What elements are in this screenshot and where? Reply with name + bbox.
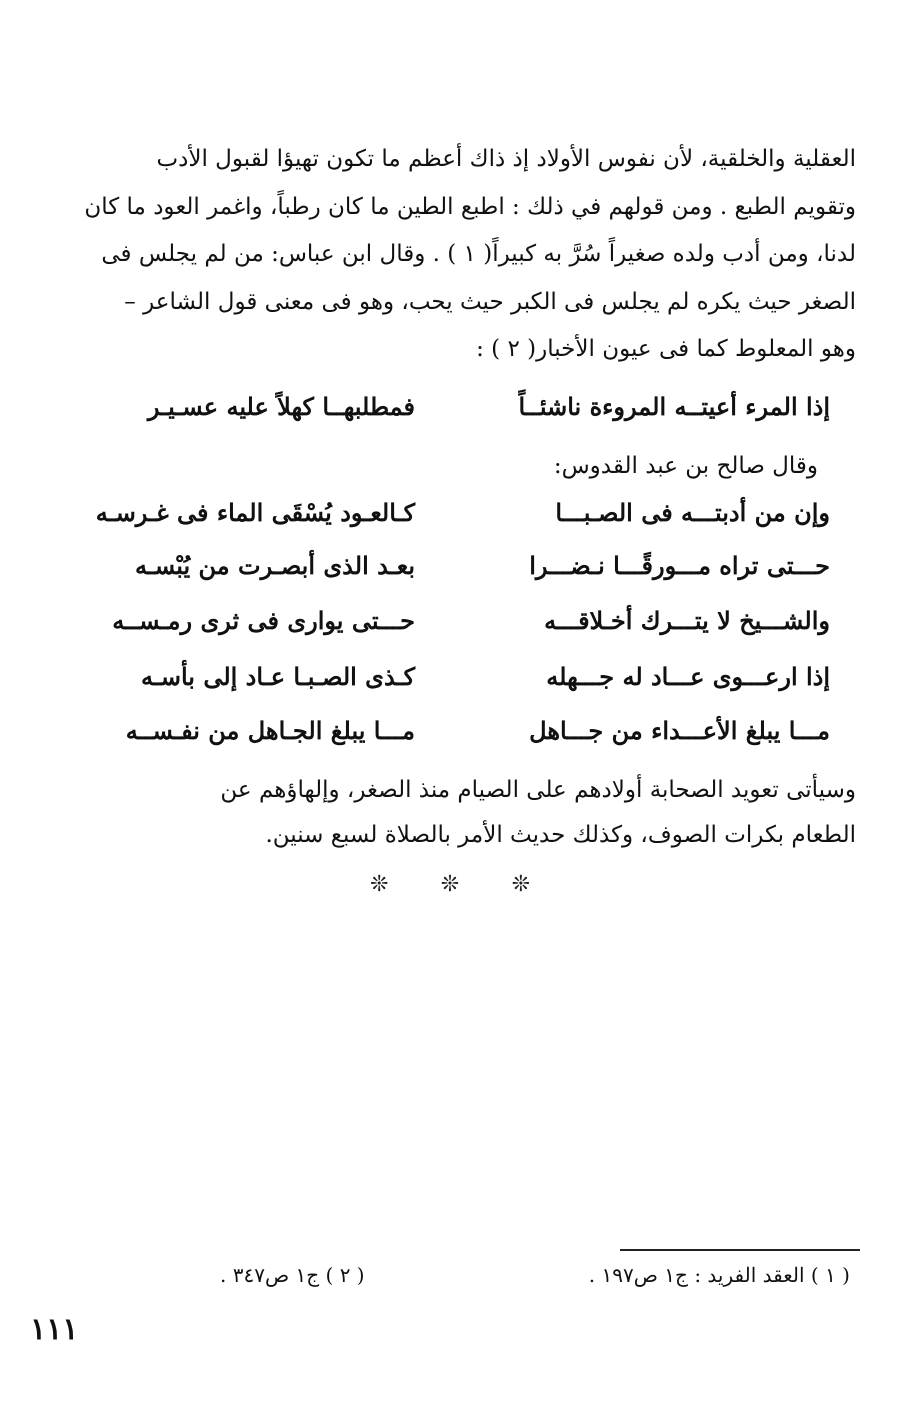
text-line: الصغر حيث يكره لم يجلس فى الكبر حيث يحب، وهو فى معنى قول الشاعر – [124,288,856,315]
text-line: وهو المعلوط كما فى عيون الأخبار( ٢ ) : [476,336,856,363]
closing-paragraph [48,768,856,858]
verse-second-hemistich: فمطلبهــا كهلاً عليه عسـيـر [147,391,415,421]
verse-first-hemistich: مـــا يبلغ الأعـــداء من جـــاهل [529,715,830,745]
text-line: لدنا، ومن أدب ولده صغيراً سُرَّ به كبيراً( ١ ) . وقال ابن عباس: من لم يجلس فى [101,241,856,268]
section-separator [370,872,530,897]
text-line: وسيأتى تعويد الصحابة أولادهم على الصيام منذ الصغر، وإلهاؤهم عن [220,777,856,803]
text-line: وتقويم الطبع . ومن قولهم في ذلك : اطبع الطين ما كان رطباً، واغمر العود ما كان [84,193,856,220]
verse-second-hemistich: حـــتى يوارى فى ثرى رمـســه [112,605,415,635]
verse-line-3 [70,541,830,589]
asterisk-ornament-icon: ❊ [440,872,460,897]
body-paragraph [48,136,856,374]
verse-second-hemistich: كـالعـود يُسْقَى الماء فى غـرسـه [95,497,415,527]
verse-first-hemistich: حـــتى تراه مـــورقًـــا نـضـــرا [529,550,830,580]
verse-second-hemistich: مـــا يبلغ الجـاهل من نفـســه [125,715,415,745]
footnote-1: ( ١ ) العقد الفريد : ج١ ص١٩٧ . [588,1263,850,1287]
asterisk-ornament-icon: ❊ [370,872,389,897]
verse-line-2 [70,488,830,536]
page-number: ١١١ [30,1312,79,1347]
verse-line-5 [70,652,830,700]
verse-second-hemistich: بعـد الذى أبصـرت من يُبْسـه [134,550,415,580]
text-line: الطعام بكرات الصوف، وكذلك حديث الأمر بالصلاة لسبع سنين. [265,822,856,848]
verse-second-hemistich: كـذى الصـبـا عـاد إلى بأسـه [140,661,415,691]
footnote-divider [620,1249,860,1251]
verse-first-hemistich: إذا المرء أعيتــه المروءة ناشئــاً [518,391,830,421]
verse-first-hemistich: والشـــيخ لا يتـــرك أخـلاقـــه [544,605,830,635]
verse-first-hemistich: إذا ارعـــوى عـــاد له جـــهله [546,661,830,691]
footnote-2: ( ٢ ) ج١ ص٣٤٧ . [220,1263,365,1287]
verse-line-4 [70,596,830,644]
asterisk-ornament-icon: ❊ [511,872,530,897]
text-line: العقلية والخلقية، لأن نفوس الأولاد إذ ذاك أعظم ما تكون تهيؤا لقبول الأدب [156,146,856,172]
verse-intro: وقال صالح بن عبد القدوس: [553,453,818,479]
verse-line-1 [70,382,830,430]
footnotes [220,1263,850,1287]
verse-first-hemistich: وإن من أدبتـــه فى الصـبـــا [555,497,830,527]
verse-line-6 [70,706,830,754]
